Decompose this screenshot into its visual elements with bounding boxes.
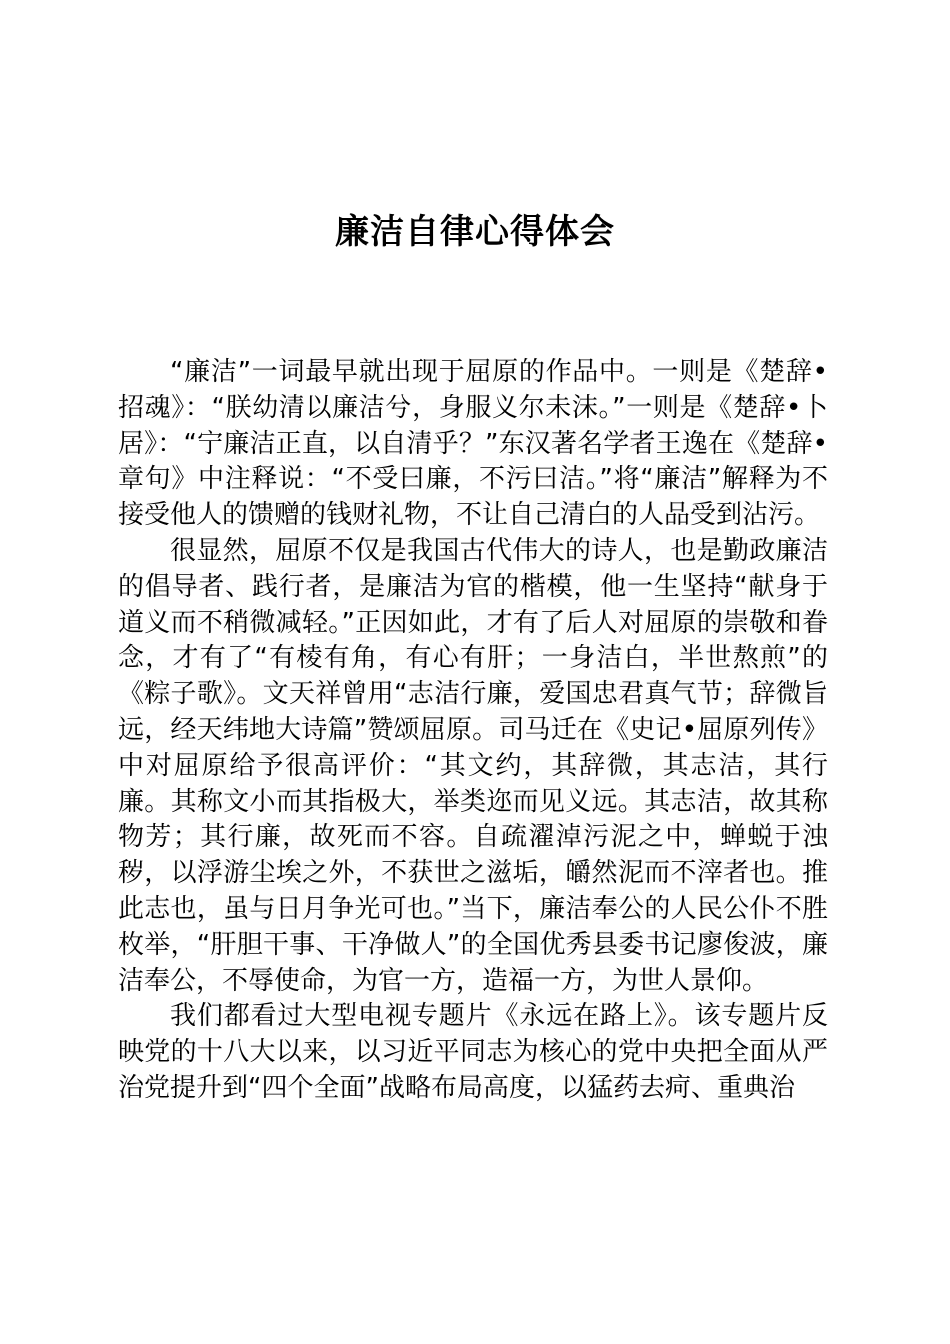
document-body — [118, 355, 828, 1107]
paragraph: 我们都看过大型电视专题片《永远在路上》。该专题片反映党的十八大以来，以习近平同志为核心的党中央把全面从严治党提升到“四个全面”战略布局高度，以猛药去疴、重典治 — [118, 1001, 828, 1103]
paragraph: “廉洁”一词最早就出现于屈原的作品中。一则是《楚辞•招魂》：“朕幼清以廉洁兮，身服义尔未沫。”一则是《楚辞•卜居》：“宁廉洁正直，以自清乎？”东汉著名学者王逸在《楚辞•章句》中注释说：“不受曰廉，不污曰洁。”将“廉洁”解释为不接受他人的馈赠的钱财礼物，不让自己清白的人品受到沾污。 — [118, 357, 828, 531]
document-title: 廉洁自律心得体会 — [335, 212, 615, 252]
paragraph: 很显然，屈原不仅是我国古代伟大的诗人，也是勤政廉洁的倡导者、践行者，是廉洁为官的楷模，他一生坚持“献身于道义而不稍微减轻。”正因如此，才有了后人对屈原的崇敬和眷念，才有了“有棱有角，有心有肝；一身洁白，半世熬煎”的《粽子歌》。文天祥曾用“志洁行廉，爱国忠君真气节；辞微旨远，经天纬地大诗篇”赞颂屈原。司马迁在《史记•屈原列传》中对屈原给予很高评价：“其文约，其辞微，其志洁，其行廉。其称文小而其指极大，举类迩而见义远。其志洁，故其称物芳；其行廉，故死而不容。自疏濯淖污泥之中，蝉蜕于浊秽，以浮游尘埃之外，不获世之滋垢，皭然泥而不滓者也。推此志也，虽与日月争光可也。”当下，廉洁奉公的人民公仆不胜枚举，“肝胆干事、干净做人”的全国优秀县委书记廖俊波，廉洁奉公，不辱使命，为官一方，造福一方，为世人景仰。 — [118, 535, 828, 996]
